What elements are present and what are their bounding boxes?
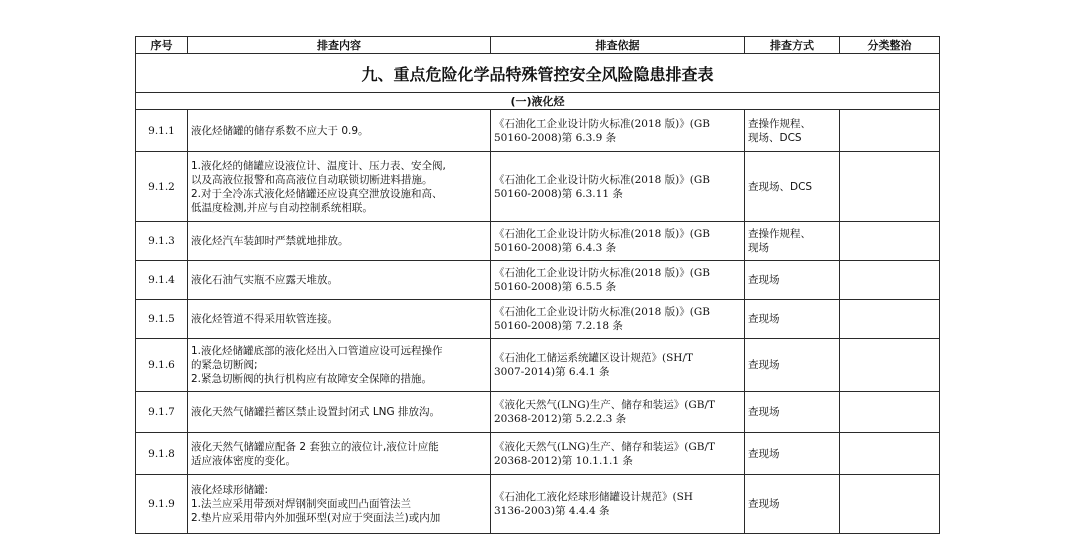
row-basis-line: 《液化天然气(LNG)生产、储存和装运》(GB/T xyxy=(494,440,715,453)
row-basis-line: 20368-2012)第 5.2.2.3 条 xyxy=(494,413,627,425)
row-content-line: 以及高液位报警和高高液位自动联锁切断进料措施。 xyxy=(191,173,433,186)
row-basis-line: 《石油化工企业设计防火标准(2018 版)》(GB xyxy=(494,306,710,318)
row-basis-line: 50160-2008)第 7.2.18 条 xyxy=(494,320,623,332)
row-seq: 9.1.4 xyxy=(136,261,188,300)
row-method xyxy=(745,222,840,261)
row-method-line: 查操作规程、 xyxy=(748,117,811,130)
row-basis-line: 50160-2008)第 6.3.9 条 xyxy=(494,131,617,144)
row-method-line: 现场 xyxy=(748,242,769,254)
row-content xyxy=(188,222,491,261)
row-method-line: 查现场 xyxy=(748,274,780,286)
row-content xyxy=(188,152,491,222)
table-row xyxy=(136,433,940,475)
row-basis-line: 《石油化工企业设计防火标准(2018 版)》(GB xyxy=(494,173,710,186)
row-basis-line: 《石油化工液化烃球形储罐设计规范》(SH xyxy=(494,491,693,503)
row-basis xyxy=(491,475,745,534)
section-title: (一)液化烃 xyxy=(136,93,940,110)
row-content-line: 液化天然气储罐应配备 2 套独立的液位计,液位计应能 xyxy=(191,440,439,453)
row-content xyxy=(188,300,491,339)
row-rectify xyxy=(840,110,940,152)
row-basis-line: 《石油化工企业设计防火标准(2018 版)》(GB xyxy=(494,228,710,240)
row-basis xyxy=(491,222,745,261)
row-basis xyxy=(491,110,745,152)
row-method xyxy=(745,152,840,222)
row-seq: 9.1.9 xyxy=(136,475,188,534)
row-content-line: 液化烃球形储罐: xyxy=(191,484,269,496)
row-method xyxy=(745,110,840,152)
row-content-line: 2.紧急切断阀的执行机构应有故障安全保障的措施。 xyxy=(191,373,433,385)
header-basis: 排查依据 xyxy=(491,37,745,54)
row-basis xyxy=(491,261,745,300)
row-seq: 9.1.2 xyxy=(136,152,188,222)
section-row xyxy=(136,93,940,110)
row-content-line: 液化石油气实瓶不应露天堆放。 xyxy=(191,274,338,286)
row-basis-line: 《石油化工储运系统罐区设计规范》(SH/T xyxy=(494,352,693,364)
row-seq: 9.1.5 xyxy=(136,300,188,339)
row-basis-line: 《液化天然气(LNG)生产、储存和装运》(GB/T xyxy=(494,399,715,411)
row-method-line: 查操作规程、 xyxy=(748,228,811,240)
row-basis xyxy=(491,433,745,475)
row-method-line: 查现场、DCS xyxy=(748,180,813,193)
table-row xyxy=(136,261,940,300)
row-rectify xyxy=(840,339,940,392)
row-method xyxy=(745,339,840,392)
row-basis xyxy=(491,392,745,433)
row-method xyxy=(745,392,840,433)
row-content-line: 低温度检测,并应与自动控制系统相联。 xyxy=(191,201,373,214)
row-content xyxy=(188,110,491,152)
row-seq: 9.1.1 xyxy=(136,110,188,152)
row-content-line: 液化烃管道不得采用软管连接。 xyxy=(191,313,338,325)
row-content-line: 1.液化烃的储罐应设液位计、温度计、压力表、安全阀, xyxy=(191,159,446,172)
row-content xyxy=(188,475,491,534)
page-title: 九、重点危险化学品特殊管控安全风险隐患排查表 xyxy=(136,54,940,93)
row-method xyxy=(745,300,840,339)
row-rectify xyxy=(840,433,940,475)
row-basis-line: 50160-2008)第 6.5.5 条 xyxy=(494,281,617,293)
header-seq: 序号 xyxy=(136,37,188,54)
table-row xyxy=(136,339,940,392)
row-method-line: 查现场 xyxy=(748,406,780,418)
row-basis-line: 《石油化工企业设计防火标准(2018 版)》(GB xyxy=(494,117,710,130)
table-row xyxy=(136,392,940,433)
table-row xyxy=(136,110,940,152)
row-seq: 9.1.6 xyxy=(136,339,188,392)
row-rectify xyxy=(840,392,940,433)
row-content-line: 液化烃储罐的储存系数不应大于 0.9。 xyxy=(191,124,369,137)
row-seq: 9.1.7 xyxy=(136,392,188,433)
row-method-line: 现场、DCS xyxy=(748,131,802,144)
row-basis xyxy=(491,152,745,222)
row-method-line: 查现场 xyxy=(748,359,780,371)
row-rectify xyxy=(840,261,940,300)
row-rectify xyxy=(840,222,940,261)
table-row xyxy=(136,152,940,222)
row-content-line: 2.垫片应采用带内外加强环型(对应于突面法兰)或内加 xyxy=(191,512,441,524)
row-basis-line: 20368-2012)第 10.1.1.1 条 xyxy=(494,454,633,467)
hazard-checklist-sheet xyxy=(135,36,939,534)
row-basis-line: 50160-2008)第 6.3.11 条 xyxy=(494,187,623,200)
row-basis xyxy=(491,339,745,392)
row-content xyxy=(188,339,491,392)
row-method-line: 查现场 xyxy=(748,498,780,510)
row-content-line: 适应液体密度的变化。 xyxy=(191,454,296,467)
header-method: 排查方式 xyxy=(745,37,840,54)
row-content-line: 液化烃汽车装卸时严禁就地排放。 xyxy=(191,235,349,247)
row-rectify xyxy=(840,300,940,339)
row-method-line: 查现场 xyxy=(748,447,780,460)
row-content xyxy=(188,261,491,300)
row-content-line: 2.对于全冷冻式液化烃储罐还应设真空泄放设施和高、 xyxy=(191,187,443,200)
row-content-line: 1.法兰应采用带颈对焊钢制突面或凹凸面管法兰 xyxy=(191,498,412,510)
row-basis-line: 3136-2003)第 4.4.4 条 xyxy=(494,505,610,517)
header-rectify: 分类整治 xyxy=(840,37,940,54)
row-content-line: 的紧急切断阀; xyxy=(191,359,258,371)
header-row xyxy=(136,37,940,54)
row-method xyxy=(745,475,840,534)
row-content xyxy=(188,392,491,433)
row-basis xyxy=(491,300,745,339)
row-content-line: 1.液化烃储罐底部的液化烃出入口管道应设可远程操作 xyxy=(191,345,443,357)
row-method xyxy=(745,261,840,300)
row-basis-line: 《石油化工企业设计防火标准(2018 版)》(GB xyxy=(494,267,710,279)
table-row xyxy=(136,222,940,261)
row-content xyxy=(188,433,491,475)
row-rectify xyxy=(840,152,940,222)
header-content: 排查内容 xyxy=(188,37,491,54)
row-basis-line: 50160-2008)第 6.4.3 条 xyxy=(494,242,617,254)
row-method-line: 查现场 xyxy=(748,313,780,325)
table-row xyxy=(136,475,940,534)
row-seq: 9.1.8 xyxy=(136,433,188,475)
row-basis-line: 3007-2014)第 6.4.1 条 xyxy=(494,366,610,378)
title-row xyxy=(136,54,940,93)
row-method xyxy=(745,433,840,475)
table-row xyxy=(136,300,940,339)
row-content-line: 液化天然气储罐拦蓄区禁止设置封闭式 LNG 排放沟。 xyxy=(191,406,441,418)
row-rectify xyxy=(840,475,940,534)
row-seq: 9.1.3 xyxy=(136,222,188,261)
checklist-table xyxy=(135,36,940,534)
